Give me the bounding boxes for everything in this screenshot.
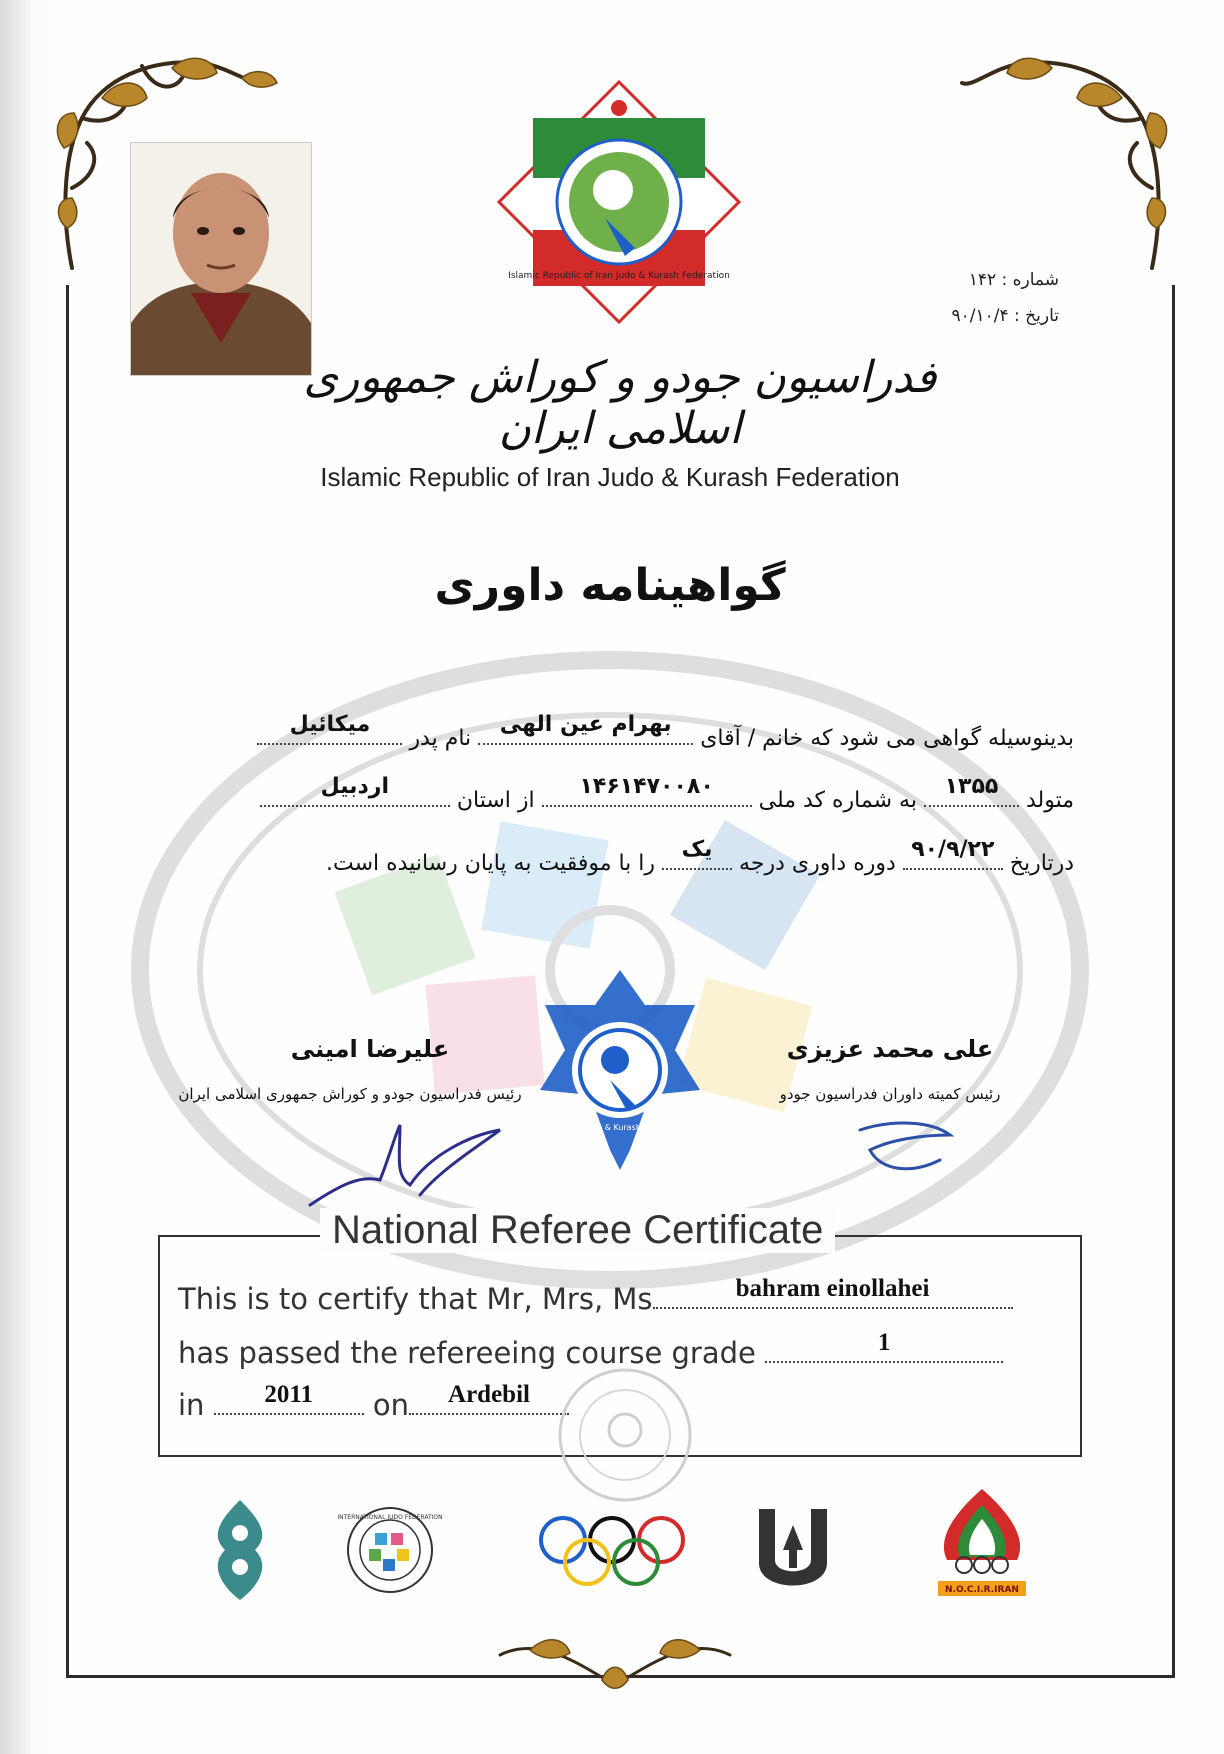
frame-left-border: [66, 285, 69, 1677]
grade-field-fa: [662, 837, 732, 870]
birth-year-field: [924, 774, 1019, 807]
en-on-label: on: [372, 1388, 409, 1422]
province-field: [260, 774, 450, 807]
logo-caption: Islamic Republic of Iran Judo & Kurash Federation: [508, 271, 730, 281]
fa-line-3: [326, 837, 1074, 876]
name-en: bahram einollahei: [735, 1275, 930, 1302]
fa-line3-suffix: را با موفقیت به پایان رسانیده است.: [326, 851, 656, 876]
grade-field-en: [765, 1329, 1003, 1363]
national-code-field: [542, 774, 752, 807]
fa-line1-prefix: بدینوسیله گواهی می شود که خانم / آقای: [700, 726, 1074, 751]
fa-line-2: [260, 774, 1074, 813]
en-line2-text: has passed the refereeing course grade: [178, 1336, 756, 1370]
certificate-title-fa: گواهینامه داوری: [434, 560, 786, 611]
father-field: [257, 712, 402, 745]
number-label: شماره :: [1001, 270, 1059, 290]
fa-line2-prefix: متولد: [1025, 788, 1074, 813]
scan-edge-shadow: [0, 0, 30, 1754]
olympic-rings-icon: [535, 1510, 690, 1590]
stamp-caption: I.R.Iran Judo & Kurash Federation: [553, 1123, 687, 1132]
date-value: ۹۰/۱۰/۴: [951, 306, 1009, 326]
grade-fa: یک: [681, 837, 713, 862]
province-label: از استان: [456, 788, 535, 813]
province: اردبیل: [320, 774, 390, 799]
name-fa: بهرام عین الهی: [499, 712, 672, 737]
national-code: ۱۴۶۱۴۷۰۰۸۰: [579, 774, 714, 799]
federation-logo-icon: [495, 78, 743, 326]
en-line-1: [178, 1275, 1013, 1316]
course-date: ۹۰/۹/۲۲: [911, 837, 995, 862]
federation-name-en: Islamic Republic of Iran Judo & Kurash Federation: [320, 462, 900, 492]
left-signatory-title: رئیس فدراسیون جودو و کوراش جمهوری اسلامی ایران: [178, 1085, 522, 1103]
noc-iran-logo-icon: [932, 1485, 1032, 1600]
left-signature-icon: [300, 1115, 510, 1215]
course-label: دوره داوری درجه: [739, 851, 896, 876]
ornament-bottom-icon: [490, 1625, 740, 1705]
right-signatory-name: علی محمد عزیزی: [786, 1035, 994, 1063]
embossed-seal-icon: [520, 1360, 730, 1510]
frame-right-border: [1172, 285, 1175, 1677]
national-code-label: به شماره کد ملی: [758, 788, 917, 813]
federation-name-fa: فدراسیون جودو و کوراش جمهوری اسلامی ایران: [303, 352, 937, 454]
year: 2011: [264, 1381, 313, 1408]
fa-line-1: [257, 712, 1074, 751]
ornamental-emblem-icon: [200, 1495, 280, 1605]
name-field-en: [653, 1275, 1013, 1309]
father-label: نام پدر: [409, 726, 472, 751]
en-in-label: in: [178, 1388, 205, 1422]
fa-line3-prefix: درتاریخ: [1009, 851, 1074, 876]
person-portrait-icon: [131, 143, 311, 375]
federation-stamp-icon: [535, 965, 705, 1175]
certificate-number: [969, 270, 1059, 290]
en-line-3: [178, 1381, 569, 1422]
father-name: میکائیل: [289, 712, 371, 737]
place: Ardebil: [448, 1381, 530, 1408]
right-signatory-title: رئیس کمیته داوران فدراسیون جودو: [779, 1085, 1001, 1103]
year-field: [214, 1381, 364, 1415]
applicant-photo: [130, 142, 312, 376]
certificate-title-en: National Referee Certificate: [320, 1208, 835, 1253]
number-value: ۱۴۲: [968, 270, 997, 290]
ijf-logo-icon: [337, 1505, 443, 1595]
birth-year: ۱۳۵۵: [944, 774, 999, 799]
date-label: تاریخ :: [1014, 306, 1059, 326]
name-field-fa: [478, 712, 693, 745]
noc-caption: N.O.C.I.R.IRAN: [945, 1585, 1019, 1595]
university-sport-logo-icon: [755, 1505, 831, 1595]
certificate-date: [952, 306, 1059, 326]
right-signature-icon: [850, 1115, 960, 1185]
left-signatory-name: علیرضا امینی: [290, 1035, 450, 1063]
grade-en: 1: [877, 1329, 891, 1356]
ornament-top-right-icon: [952, 38, 1182, 278]
en-line1-text: This is to certify that Mr, Mrs, Ms: [178, 1282, 653, 1316]
course-date-field: [903, 837, 1003, 870]
ijf-caption: INTERNATIONAL JUDO FEDERATION: [337, 1514, 443, 1521]
